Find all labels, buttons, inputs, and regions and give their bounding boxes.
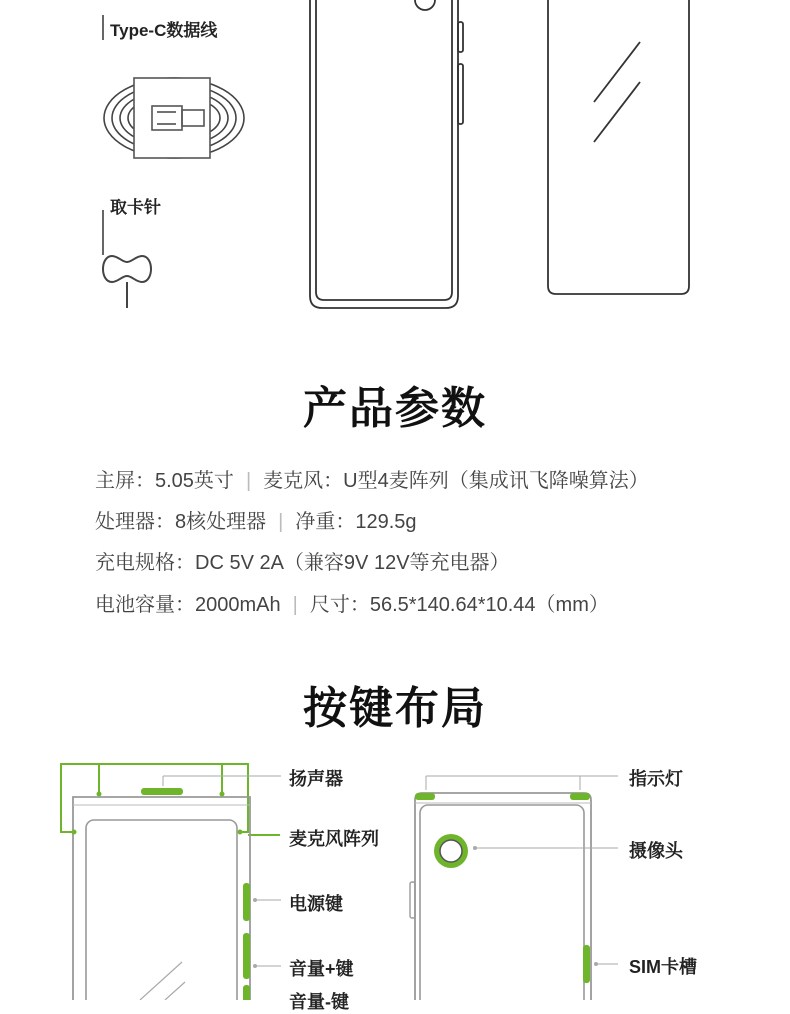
screen-protector-outline: [548, 0, 689, 294]
spec-cpu: 处理器：8核处理器: [95, 511, 267, 533]
back-phone-diagram: [410, 776, 618, 1000]
phone-front-outline: [310, 0, 463, 308]
keys-title: 按键布局: [303, 684, 487, 733]
spec-mic: 麦克风：U型4麦阵列（集成讯飞降噪算法）: [263, 470, 649, 492]
spec-charging: 充电规格：DC 5V 2A（兼容9V 12V等充电器）: [95, 552, 510, 574]
spec-size: 尺寸：56.5*140.64*10.44（mm）: [309, 594, 609, 616]
spec-line-4: [95, 588, 609, 617]
power-key-label: 电源键: [289, 894, 343, 914]
sim-pin-icon: [103, 256, 151, 308]
mic-array-label: 麦克风阵列: [289, 829, 379, 849]
indicator-label: 指示灯: [629, 769, 683, 789]
spec-line-1: [95, 464, 649, 493]
cable-label: Type-C数据线: [110, 21, 218, 40]
spec-separator: |: [278, 511, 284, 533]
spec-screen: 主屏：5.05英寸: [95, 470, 234, 492]
volume-up-label: 音量+键: [289, 959, 354, 979]
camera-label: 摄像头: [629, 841, 683, 861]
cable-icon: [104, 78, 244, 158]
sim-slot-label: SIM卡槽: [629, 957, 698, 977]
params-title: 产品参数: [303, 384, 487, 433]
spec-separator: |: [245, 470, 252, 492]
spec-battery: 电池容量：2000mAh: [95, 594, 281, 616]
speaker-label: 扬声器: [289, 769, 343, 789]
front-phone-diagram: [61, 764, 281, 1000]
spec-weight: 净重：129.5g: [295, 511, 417, 533]
pin-label: 取卡针: [110, 198, 161, 217]
spec-line-3: [95, 546, 510, 575]
spec-line-2: [95, 505, 417, 534]
volume-down-label: 音量-键: [289, 992, 349, 1012]
spec-separator: |: [292, 594, 298, 616]
